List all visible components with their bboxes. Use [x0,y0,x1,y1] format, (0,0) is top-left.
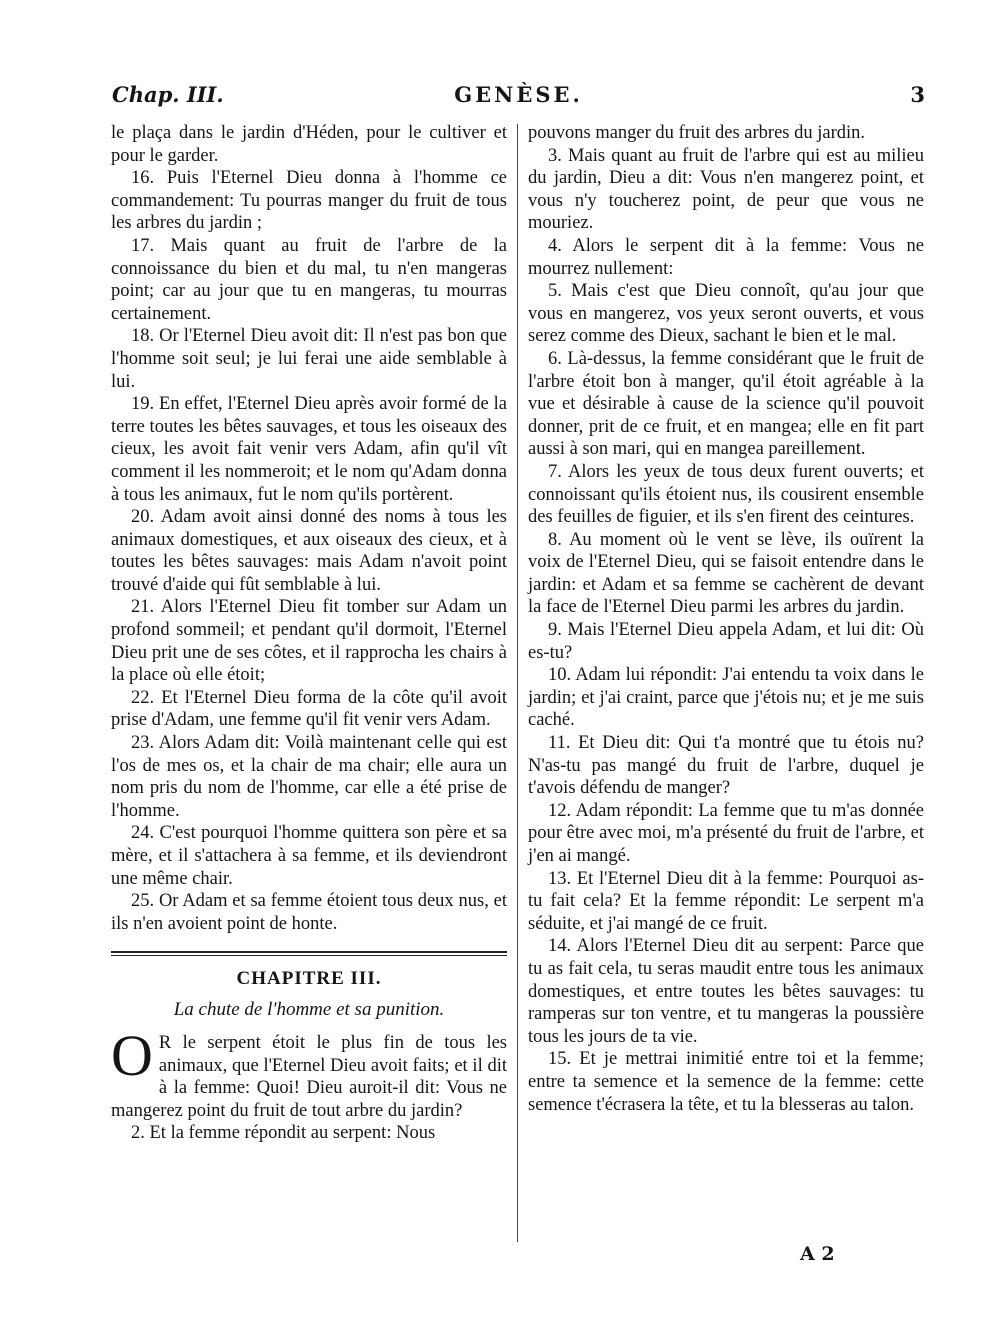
verse-5: 5. Mais c'est que Dieu connoît, qu'au jour que vous en mangerez, vos yeux seront ouverts, et vous serez comme des Dieux, sachant le bien et le mal. [528,281,924,347]
section-rule [111,951,507,953]
verse-16: 16. Puis l'Eternel Dieu donna à l'homme ce commandement: Tu pourras manger du fruit de tous les arbres du jardin ; [111,168,507,234]
verse-22: 22. Et l'Eternel Dieu forma de la côte qu'il avoit prise d'Adam, une femme qu'il fit venir vers Adam. [111,687,507,731]
verse-9: 9. Mais l'Eternel Dieu appela Adam, et lui dit: Où es-tu? [528,620,924,663]
verse-6: 6. Là-dessus, la femme considérant que le fruit de l'arbre étoit bon à manger, qu'il étoit agréable à la vue et désirable à cause de la science qu'il pouvoit donner, prit de ce fruit, et en mangea; elle en fit part aussi à son mari, qui en mangea pareillement. [528,348,924,460]
verse-14: 14. Alors l'Eternel Dieu dit au serpent: Parce que tu as fait cela, tu seras maudit entre tous les animaux domestiques, et entre toutes les bêtes sauvages: tu ramperas sur ton ventre, et tu mangeras la poussière tous les jours de ta vie. [528,936,924,1047]
verse-18: 18. Or l'Eternel Dieu avoit dit: Il n'est pas bon que l'homme soit seul; je lui ferai une aide semblable à lui. [111,326,507,392]
signature-mark: A 2 [800,1243,835,1265]
verse-10: 10. Adam lui répondit: J'ai entendu ta voix dans le jardin; et j'ai craint, parce que j'étois nu; et je me suis caché. [528,665,924,731]
verse-25: 25. Or Adam et sa femme étoient tous deux nus, et ils n'en avoient point de honte. [111,891,507,934]
verse-8: 8. Au moment où le vent se lève, ils ouïrent la voix de l'Eternel Dieu, qui se faisoit entendre dans le jardin: et Adam et sa femme se cachèrent de devant la face de l'Eternel Dieu parmi les arbres du jardin. [528,529,924,618]
verse-2-continued: pouvons manger du fruit des arbres du jardin. [528,123,866,143]
verse-15: 15. Et je mettrai inimitié entre toi et la femme; entre ta semence et la semence de la femme: cette semence t'écrasera la tête, et tu la blesseras au talon. [528,1049,924,1115]
verse-17: 17. Mais quant au fruit de l'arbre de la connoissance du bien et du mal, tu n'en mangeras point; car au jour que tu en mangeras, tu mourras certainement. [111,235,507,324]
verse-7: 7. Alors les yeux de tous deux furent ouverts; et connoissant qu'ils étoient nus, ils cousirent ensemble des feuilles de figuier, et ils s'en firent des ceintures. [528,461,924,528]
verse-continued: le plaça dans le jardin d'Héden, pour le cultiver et pour le garder. [111,123,507,166]
verse-20: 20. Adam avoit ainsi donné des noms à tous les animaux domestiques, et aux oiseaux des cieux, et à toutes les bêtes sauvages: mais Adam n'avoit point trouvé d'aide qui fût semblable à lui. [111,507,507,595]
verse-21: 21. Alors l'Eternel Dieu fit tomber sur Adam un profond sommeil; et pendant qu'il dormoit, l'Eternel Dieu prit une de ses côtes, et il rapprocha les chairs à la place où elle étoit; [111,597,507,686]
left-column [111,122,507,1145]
book-title: GENÈSE. [454,82,583,107]
page-number: 3 [910,82,925,107]
column-divider [517,124,518,1242]
verse-24: 24. C'est pourquoi l'homme quittera son père et sa mère, et il s'attachera à sa femme, et ils deviendront une même chair. [111,823,507,889]
verse-1 [111,1022,507,1122]
running-header [112,82,925,112]
chapter-label: Chap. III. [112,82,224,107]
verse-23: 23. Alors Adam dit: Voilà maintenant celle qui est l'os de mes os, et la chair de ma chair; elle aura un nom pris du nom de l'homme, car elle a été prise de l'homme. [111,733,507,821]
verse-3: 3. Mais quant au fruit de l'arbre qui est au milieu du jardin, Dieu a dit: Vous n'en mangerez point, et vous n'y toucherez point, de peur que vous ne mouriez. [528,145,924,234]
verse-19: 19. En effet, l'Eternel Dieu après avoir formé de la terre toutes les bêtes sauvages, et tous les oiseaux des cieux, les avoit fait venir vers Adam, afin qu'il vît comment il les nommeroit; et le nom qu'Adam donna à tous les animaux, fut le nom qu'ils portèrent. [111,394,507,505]
right-column [528,122,924,1116]
chapter-heading: CHAPITRE III. [236,968,382,990]
verse-4: 4. Alors le serpent dit à la femme: Vous ne mourrez nullement: [528,235,924,279]
verse-11: 11. Et Dieu dit: Qui t'a montré que tu étois nu? N'as-tu pas mangé du fruit de l'arbre, duquel je t'avois défendu de manger? [528,733,924,799]
drop-cap: O [111,1022,153,1088]
verse-1-text: R le serpent étoit le plus fin de tous les animaux, que l'Eternel Dieu avoit faits; et il dit à la femme: Quoi! Dieu auroit-il dit: Vous ne mangerez point du fruit de tout arbre du jardin? [111,1032,507,1121]
verse-13: 13. Et l'Eternel Dieu dit à la femme: Pourquoi as-tu fait cela? Et la femme répondit: Le serpent m'a séduite, et j'ai mangé de ce fruit. [528,868,924,934]
chapter-subtitle: La chute de l'homme et sa punition. [173,999,445,1021]
verse-2: 2. Et la femme répondit au serpent: Nous [131,1123,436,1144]
verse-12: 12. Adam répondit: La femme que tu m'as donnée pour être avec moi, m'a présenté du fruit de l'arbre, et j'en ai mangé. [528,800,924,866]
